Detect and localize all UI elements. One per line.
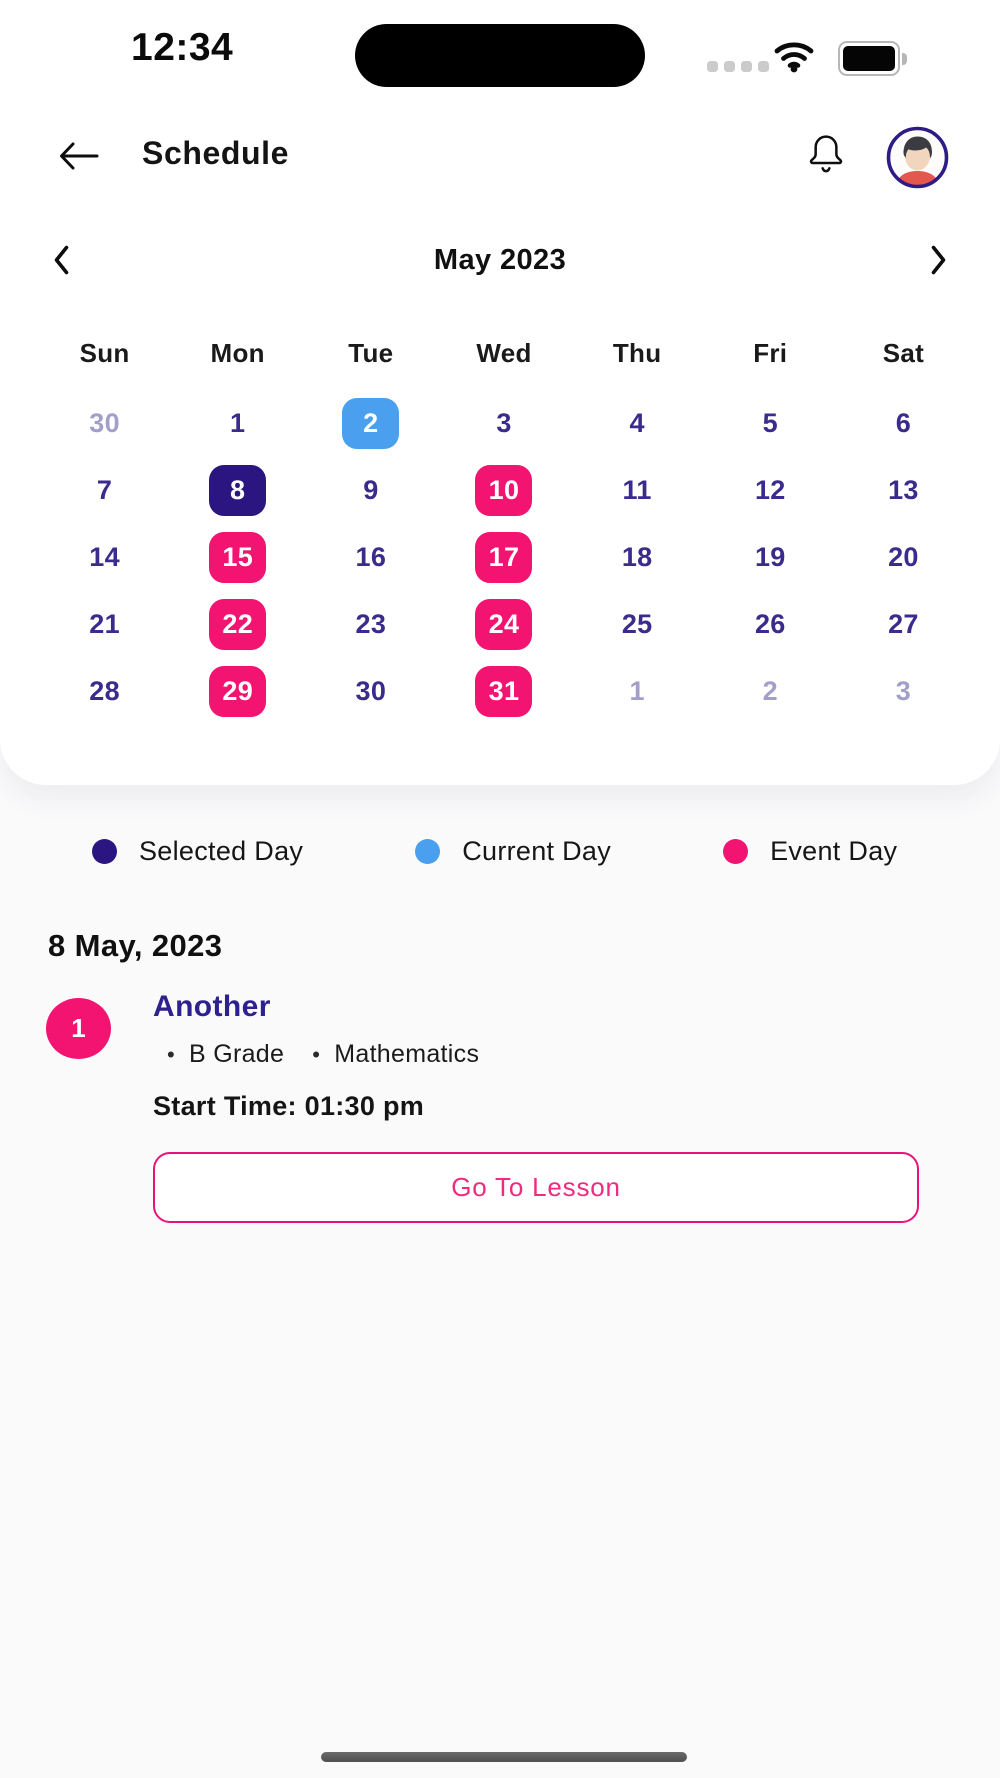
calendar-day-number: 13 xyxy=(888,475,919,505)
calendar-day[interactable] xyxy=(571,524,704,591)
calendar-day-number: 17 xyxy=(475,532,532,583)
calendar-day[interactable] xyxy=(38,457,171,524)
weekday-label: Thu xyxy=(612,338,662,368)
go-to-lesson-button[interactable]: Go To Lesson xyxy=(153,1152,919,1223)
bullet-icon: • xyxy=(167,1041,176,1067)
calendar-day-current[interactable] xyxy=(304,390,437,457)
calendar-day-number: 28 xyxy=(89,676,120,706)
calendar-day[interactable] xyxy=(571,457,704,524)
calendar-day[interactable] xyxy=(38,390,171,457)
bullet-icon: • xyxy=(312,1041,321,1067)
calendar-day[interactable] xyxy=(171,390,304,457)
calendar-day-number: 19 xyxy=(754,542,786,572)
legend-dot xyxy=(723,839,748,864)
user-avatar-icon xyxy=(886,177,949,192)
calendar-day-number: 7 xyxy=(96,475,113,505)
calendar-day-number: 2 xyxy=(762,676,778,706)
calendar-day-event[interactable] xyxy=(171,658,304,725)
legend-item xyxy=(92,836,303,867)
calendar-day-number: 27 xyxy=(888,609,919,639)
weekday-label: Tue xyxy=(348,338,394,368)
weekday-label: Wed xyxy=(476,338,532,368)
events-list xyxy=(46,990,918,1223)
calendar-day[interactable] xyxy=(704,457,837,524)
calendar-day-number: 20 xyxy=(888,542,919,572)
calendar-day[interactable] xyxy=(837,390,970,457)
event-start-time: Start Time: 01:30 pm xyxy=(153,1091,425,1121)
calendar-day-number: 24 xyxy=(475,599,532,650)
legend-label: Current Day xyxy=(462,836,612,866)
calendar-day-event[interactable] xyxy=(437,457,570,524)
calendar-day-number: 6 xyxy=(895,408,912,438)
bell-icon xyxy=(806,164,846,179)
calendar-day-number: 2 xyxy=(342,398,399,449)
calendar-day-number: 14 xyxy=(89,542,120,572)
date-grid xyxy=(0,390,1000,725)
calendar-day-number: 29 xyxy=(209,666,266,717)
calendar-day-number: 11 xyxy=(622,475,652,505)
calendar-day-number: 1 xyxy=(230,408,246,438)
dynamic-island xyxy=(355,24,645,87)
status-bar xyxy=(0,0,1000,100)
wifi-icon xyxy=(774,40,814,78)
calendar-day-event[interactable] xyxy=(171,524,304,591)
weekday-label: Sun xyxy=(79,338,130,368)
home-indicator[interactable] xyxy=(321,1752,687,1762)
calendar-day-number: 9 xyxy=(363,475,379,505)
month-label: May 2023 xyxy=(433,244,567,276)
calendar-day-number: 30 xyxy=(355,676,387,706)
calendar-day[interactable] xyxy=(571,658,704,725)
calendar-day-number: 4 xyxy=(629,408,645,438)
legend-dot xyxy=(92,839,117,864)
calendar-legend xyxy=(0,836,1000,867)
calendar-day-number: 26 xyxy=(754,609,786,639)
weekday-row xyxy=(0,338,1000,369)
event-meta xyxy=(153,1040,919,1069)
calendar-day[interactable] xyxy=(704,524,837,591)
event-number-badge: 1 xyxy=(46,998,111,1059)
chevron-right-icon xyxy=(930,264,948,279)
calendar-day-number: 22 xyxy=(209,599,266,650)
calendar-day-event[interactable] xyxy=(437,658,570,725)
calendar-day[interactable] xyxy=(704,390,837,457)
calendar-day-number: 18 xyxy=(621,542,653,572)
legend-label: Event Day xyxy=(770,836,898,866)
weekday-label: Mon xyxy=(210,338,265,368)
calendar-day-event[interactable] xyxy=(437,524,570,591)
next-month-button[interactable] xyxy=(930,244,948,279)
calendar-day[interactable] xyxy=(38,658,171,725)
legend-dot xyxy=(415,839,440,864)
arrow-left-icon xyxy=(54,162,102,177)
weekday-label: Fri xyxy=(753,338,788,368)
calendar-day[interactable] xyxy=(704,658,837,725)
legend-item xyxy=(415,836,611,867)
calendar-day[interactable] xyxy=(837,591,970,658)
calendar-day[interactable] xyxy=(437,390,570,457)
calendar-day-event[interactable] xyxy=(171,591,304,658)
calendar-day[interactable] xyxy=(571,390,704,457)
calendar-day[interactable] xyxy=(304,457,437,524)
calendar-day[interactable] xyxy=(38,591,171,658)
calendar-day[interactable] xyxy=(837,658,970,725)
battery-icon xyxy=(838,41,907,76)
legend-label: Selected Day xyxy=(139,836,304,866)
calendar-day-number: 31 xyxy=(475,666,532,717)
calendar-day-number: 12 xyxy=(754,475,786,505)
event-meta-text: B Grade xyxy=(189,1040,285,1068)
calendar-day-number: 3 xyxy=(895,676,912,706)
calendar-day[interactable] xyxy=(571,591,704,658)
calendar-day-number: 21 xyxy=(89,609,120,639)
calendar-day-number: 8 xyxy=(209,465,266,516)
calendar-day-number: 5 xyxy=(762,408,778,438)
calendar-day[interactable] xyxy=(304,658,437,725)
selected-date-heading: 8 May, 2023 xyxy=(48,928,223,963)
calendar-day-number: 25 xyxy=(621,609,653,639)
avatar[interactable] xyxy=(886,126,949,192)
calendar-day[interactable] xyxy=(38,524,171,591)
calendar-day-event[interactable] xyxy=(437,591,570,658)
event-row xyxy=(46,990,918,1223)
calendar-day-number: 23 xyxy=(355,609,387,639)
calendar-day-number: 1 xyxy=(629,676,645,706)
event-meta-text: Mathematics xyxy=(334,1040,480,1068)
notifications-button[interactable] xyxy=(806,132,846,179)
calendar-day-number: 3 xyxy=(496,408,512,438)
status-time: 12:34 xyxy=(131,26,234,69)
weekday-label: Sat xyxy=(882,338,925,368)
page-title: Schedule xyxy=(142,135,290,171)
calendar-day[interactable] xyxy=(704,591,837,658)
back-button[interactable] xyxy=(54,138,102,177)
calendar-day-number: 10 xyxy=(475,465,532,516)
calendar-day-number: 30 xyxy=(89,408,120,438)
calendar-card xyxy=(0,0,1000,785)
calendar-day-number: 16 xyxy=(355,542,387,572)
cellular-signal-icon xyxy=(707,61,769,72)
event-title: Another xyxy=(153,990,271,1023)
event-content xyxy=(153,990,919,1223)
app-header xyxy=(0,126,1000,192)
calendar-day[interactable] xyxy=(837,524,970,591)
calendar-day[interactable] xyxy=(837,457,970,524)
month-nav xyxy=(0,238,1000,290)
calendar-day-number: 15 xyxy=(209,532,266,583)
calendar-day[interactable] xyxy=(304,524,437,591)
calendar-day[interactable] xyxy=(304,591,437,658)
calendar-day-selected[interactable] xyxy=(171,457,304,524)
legend-item xyxy=(723,836,897,867)
